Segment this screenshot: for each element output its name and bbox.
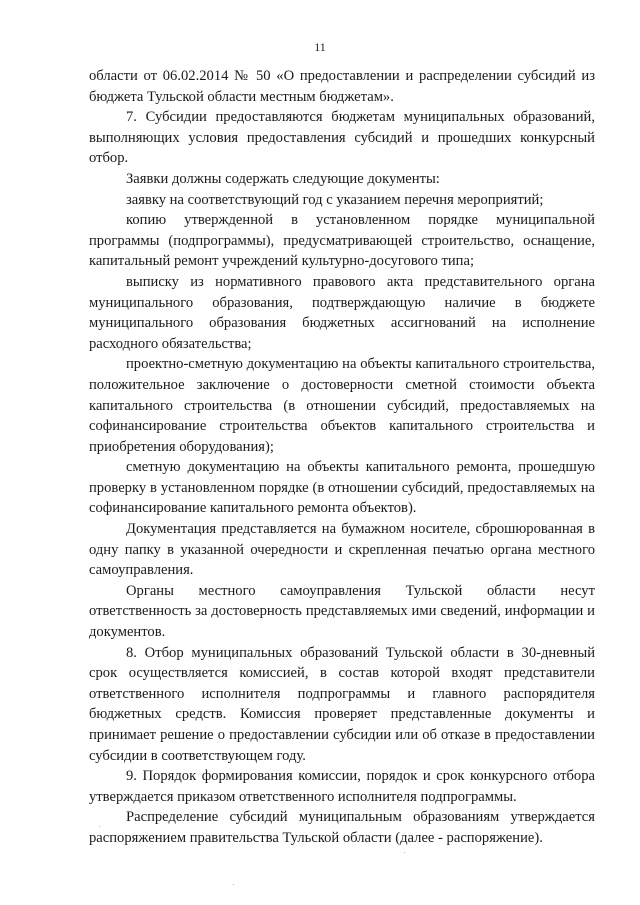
paragraph-program-copy: копию утвержденной в установленном порядке муниципальной программы (подпрограммы), предусматривающей строительство, оснащение, капитальный ремонт учреждений культурно-досугового типа; <box>89 212 595 270</box>
paragraph-legal-extract: выписку из нормативного правового акта представительного органа муниципального образования, подтверждающую наличие в бюджете муниципального образования бюджетных ассигнований на исполнение расходного обязательства; <box>89 273 595 352</box>
paragraph-responsibility: Органы местного самоуправления Тульской области несут ответственность за достоверность представляемых ими сведений, информации и документов. <box>89 582 595 641</box>
paragraph-item-9: 9. Порядок формирования комиссии, порядок и срок конкурсного отбора утверждается приказом ответственного исполнителя подпрограммы. <box>89 768 595 805</box>
document-body <box>89 66 595 849</box>
paragraph-estimate-docs: сметную документацию на объекты капитального ремонта, прошедшую проверку в установленном порядке (в отношении субсидий, предоставляемых на софинансирование капитального ремонта объектов). <box>89 459 595 517</box>
paragraph-distribution: Распределение субсидий муниципальным образованиям утверждается распоряжением правительства Тульской области (далее - распоряжение). <box>89 809 595 846</box>
paragraph-documentation-format: Документация представляется на бумажном носителе, сброшюрованная в одну папку в указанной очередности и скрепленная печатью органа местного самоуправления. <box>89 521 595 579</box>
paragraph-item-8: 8. Отбор муниципальных образований Тульской области в 30-дневный срок осуществляется комиссией, в состав которой входят представители ответственного исполнителя подпрограммы и главного распорядителя бюджетных средств. Комиссия проверяет представленные документы и принимает решение о предоставлении субсидии или об отказе в предоставлении субсидии в соответствующем году. <box>89 644 595 764</box>
paragraph-design-docs: проектно-сметную документацию на объекты капитального строительства, положительное заключение о достоверности сметной стоимости объекта капитального строительства (в отношении субсидий, предоставляемых на софинансирование строительства объектов капитального строительства и приобретения оборудования); <box>89 356 595 455</box>
paragraph-continuation: области от 06.02.2014 № 50 «О предоставлении и распределении субсидий из бюджета Тульской области местным бюджетам». <box>89 68 595 105</box>
paragraph-documents-intro: Заявки должны содержать следующие документы: <box>126 170 440 187</box>
page-number: 11 <box>314 40 326 54</box>
paragraph-item-7: 7. Субсидии предоставляются бюджетам муниципальных образований, выполняющих условия предоставления субсидий и прошедших конкурсный отбор. <box>89 109 595 167</box>
paragraph-application: заявку на соответствующий год с указанием перечня мероприятий; <box>126 191 544 208</box>
